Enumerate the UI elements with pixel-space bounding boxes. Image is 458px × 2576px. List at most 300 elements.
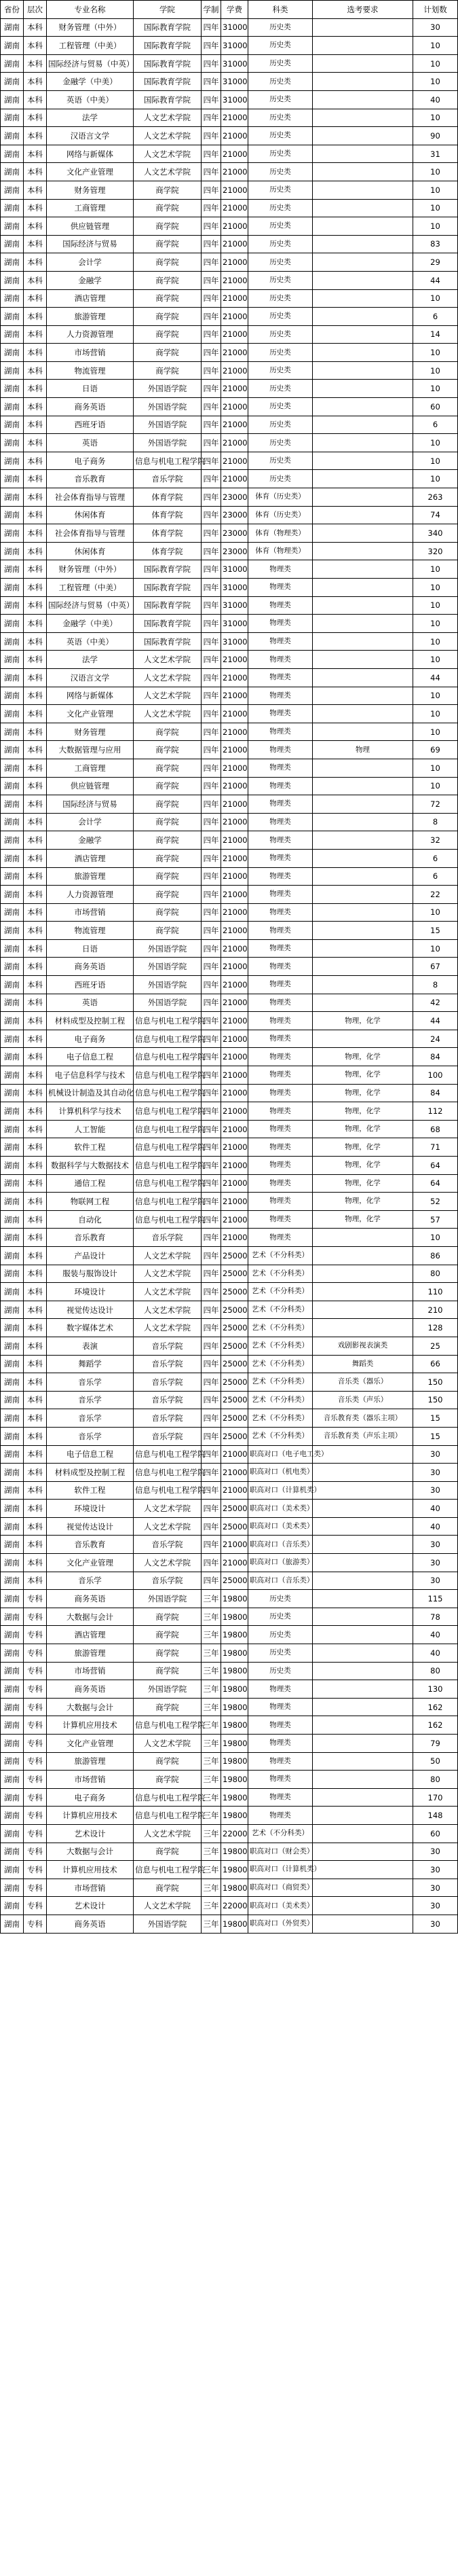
cell-province: 湖南 [1, 1662, 24, 1680]
cell-plan-count: 10 [413, 759, 458, 777]
cell-tuition: 21000 [221, 705, 248, 723]
table-row [1, 163, 458, 181]
cell-plan-count: 112 [413, 1102, 458, 1121]
cell-duration: 三年 [202, 1807, 221, 1825]
cell-college: 体育学院 [134, 488, 202, 507]
cell-subject-requirement [313, 127, 413, 145]
cell-major: 社会体育指导与管理 [47, 488, 134, 507]
cell-plan-count: 30 [413, 1536, 458, 1554]
cell-plan-count: 71 [413, 1138, 458, 1157]
cell-subject-requirement [313, 1752, 413, 1771]
cell-category: 艺术（不分科类） [248, 1283, 313, 1301]
cell-plan-count: 15 [413, 1427, 458, 1445]
cell-subject-requirement [313, 976, 413, 994]
cell-province: 湖南 [1, 1265, 24, 1283]
cell-province: 湖南 [1, 1174, 24, 1193]
cell-plan-count: 10 [413, 687, 458, 705]
cell-province: 湖南 [1, 1337, 24, 1355]
cell-province: 湖南 [1, 1788, 24, 1807]
cell-college: 外国语学院 [134, 434, 202, 452]
cell-plan-count: 40 [413, 1644, 458, 1663]
cell-province: 湖南 [1, 1500, 24, 1518]
cell-college: 信息与机电工程学院 [134, 1138, 202, 1157]
cell-college: 商学院 [134, 886, 202, 904]
cell-tuition: 21000 [221, 976, 248, 994]
cell-level: 本科 [24, 1157, 47, 1175]
table-row [1, 1536, 458, 1554]
cell-level: 本科 [24, 109, 47, 127]
cell-category: 历史类 [248, 344, 313, 362]
cell-college: 人文艺术学院 [134, 1554, 202, 1572]
cell-plan-count: 10 [413, 361, 458, 380]
cell-college: 商学院 [134, 867, 202, 886]
cell-subject-requirement: 物理，化学 [313, 1012, 413, 1030]
cell-major: 音乐学 [47, 1409, 134, 1428]
cell-college: 国际教育学院 [134, 54, 202, 73]
cell-category: 职高对口（计算机类） [248, 1481, 313, 1500]
cell-province: 湖南 [1, 434, 24, 452]
cell-tuition: 19800 [221, 1879, 248, 1897]
cell-subject-requirement [313, 723, 413, 741]
cell-major: 音乐学 [47, 1427, 134, 1445]
cell-duration: 三年 [202, 1879, 221, 1897]
cell-category: 历史类 [248, 470, 313, 488]
cell-category: 物理类 [248, 1788, 313, 1807]
cell-major: 市场营销 [47, 344, 134, 362]
cell-subject-requirement [313, 73, 413, 91]
table-row [1, 54, 458, 73]
cell-province: 湖南 [1, 1157, 24, 1175]
cell-level: 本科 [24, 886, 47, 904]
cell-college: 信息与机电工程学院 [134, 1174, 202, 1193]
cell-subject-requirement [313, 1500, 413, 1518]
cell-college: 商学院 [134, 289, 202, 308]
cell-subject-requirement: 戏剧影视表演类 [313, 1337, 413, 1355]
cell-province: 湖南 [1, 488, 24, 507]
cell-province: 湖南 [1, 903, 24, 922]
cell-duration: 四年 [202, 18, 221, 37]
table-row [1, 452, 458, 470]
cell-college: 商学院 [134, 325, 202, 344]
table-body [1, 18, 458, 1933]
cell-level: 专科 [24, 1590, 47, 1608]
cell-major: 电子信息工程 [47, 1048, 134, 1066]
cell-tuition: 21000 [221, 1084, 248, 1102]
cell-subject-requirement [313, 109, 413, 127]
cell-plan-count: 10 [413, 560, 458, 579]
cell-category: 职高对口（音乐类） [248, 1536, 313, 1554]
cell-duration: 四年 [202, 1500, 221, 1518]
cell-level: 本科 [24, 308, 47, 326]
cell-major: 视觉传达设计 [47, 1301, 134, 1319]
cell-tuition: 21000 [221, 361, 248, 380]
cell-category: 职高对口（音乐类） [248, 1572, 313, 1590]
cell-major: 电子商务 [47, 452, 134, 470]
cell-plan-count: 10 [413, 434, 458, 452]
cell-plan-count: 40 [413, 1500, 458, 1518]
cell-subject-requirement [313, 18, 413, 37]
cell-level: 本科 [24, 723, 47, 741]
table-row [1, 1138, 458, 1157]
cell-category: 物理类 [248, 813, 313, 831]
cell-major: 市场营销 [47, 1771, 134, 1789]
cell-level: 本科 [24, 325, 47, 344]
table-row [1, 361, 458, 380]
cell-level: 本科 [24, 922, 47, 940]
cell-major: 大数据与会计 [47, 1698, 134, 1716]
cell-college: 商学院 [134, 795, 202, 814]
cell-major: 大数据与会计 [47, 1843, 134, 1861]
cell-major: 休闲体育 [47, 542, 134, 560]
cell-plan-count: 30 [413, 18, 458, 37]
cell-major: 工商管理 [47, 759, 134, 777]
cell-category: 历史类 [248, 127, 313, 145]
cell-subject-requirement: 物理，化学 [313, 1102, 413, 1121]
cell-college: 信息与机电工程学院 [134, 1030, 202, 1048]
cell-subject-requirement [313, 1680, 413, 1699]
cell-tuition: 21000 [221, 939, 248, 958]
cell-category: 物理类 [248, 1807, 313, 1825]
cell-tuition: 19800 [221, 1861, 248, 1879]
cell-level: 本科 [24, 1138, 47, 1157]
cell-subject-requirement [313, 542, 413, 560]
cell-plan-count: 80 [413, 1662, 458, 1680]
cell-tuition: 21000 [221, 1138, 248, 1157]
cell-level: 本科 [24, 1337, 47, 1355]
cell-level: 本科 [24, 1500, 47, 1518]
cell-province: 湖南 [1, 1319, 24, 1337]
cell-college: 商学院 [134, 831, 202, 850]
cell-province: 湖南 [1, 831, 24, 850]
table-row [1, 1517, 458, 1536]
cell-plan-count: 150 [413, 1391, 458, 1409]
cell-duration: 四年 [202, 1301, 221, 1319]
cell-province: 湖南 [1, 308, 24, 326]
cell-category: 历史类 [248, 452, 313, 470]
cell-tuition: 21000 [221, 452, 248, 470]
cell-level: 本科 [24, 542, 47, 560]
cell-duration: 三年 [202, 1771, 221, 1789]
cell-province: 湖南 [1, 1626, 24, 1644]
cell-duration: 四年 [202, 813, 221, 831]
cell-subject-requirement [313, 687, 413, 705]
cell-subject-requirement [313, 434, 413, 452]
cell-duration: 四年 [202, 434, 221, 452]
cell-level: 本科 [24, 741, 47, 759]
cell-province: 湖南 [1, 524, 24, 543]
cell-duration: 四年 [202, 1066, 221, 1085]
cell-plan-count: 10 [413, 199, 458, 217]
cell-tuition: 21000 [221, 109, 248, 127]
cell-college: 信息与机电工程学院 [134, 1481, 202, 1500]
cell-plan-count: 83 [413, 235, 458, 253]
cell-major: 日语 [47, 939, 134, 958]
cell-college: 外国语学院 [134, 1915, 202, 1933]
cell-college: 外国语学院 [134, 1590, 202, 1608]
cell-tuition: 21000 [221, 1193, 248, 1211]
cell-tuition: 21000 [221, 416, 248, 434]
cell-duration: 三年 [202, 1644, 221, 1663]
cell-plan-count: 60 [413, 1824, 458, 1843]
cell-college: 信息与机电工程学院 [134, 452, 202, 470]
cell-major: 英语 [47, 994, 134, 1012]
cell-plan-count: 10 [413, 723, 458, 741]
cell-level: 本科 [24, 668, 47, 687]
cell-subject-requirement [313, 145, 413, 163]
cell-category: 艺术（不分科类） [248, 1246, 313, 1265]
cell-level: 本科 [24, 1427, 47, 1445]
cell-level: 专科 [24, 1680, 47, 1699]
cell-subject-requirement: 物理，化学 [313, 1048, 413, 1066]
cell-level: 本科 [24, 1536, 47, 1554]
cell-tuition: 21000 [221, 127, 248, 145]
cell-subject-requirement: 物理，化学 [313, 1084, 413, 1102]
cell-college: 商学院 [134, 308, 202, 326]
cell-college: 信息与机电工程学院 [134, 1012, 202, 1030]
cell-subject-requirement: 音乐类（器乐） [313, 1373, 413, 1392]
cell-province: 湖南 [1, 506, 24, 524]
cell-plan-count: 29 [413, 253, 458, 272]
cell-plan-count: 6 [413, 867, 458, 886]
cell-duration: 四年 [202, 1517, 221, 1536]
cell-college: 信息与机电工程学院 [134, 1716, 202, 1735]
cell-category: 历史类 [248, 380, 313, 398]
cell-plan-count: 210 [413, 1301, 458, 1319]
header-province: 省份 [1, 1, 24, 19]
header-college: 学院 [134, 1, 202, 19]
cell-subject-requirement [313, 1626, 413, 1644]
cell-college: 人文艺术学院 [134, 127, 202, 145]
cell-province: 湖南 [1, 615, 24, 633]
table-row [1, 1246, 458, 1265]
cell-major: 通信工程 [47, 1174, 134, 1193]
cell-major: 表演 [47, 1337, 134, 1355]
cell-category: 艺术（不分科类） [248, 1409, 313, 1428]
cell-level: 本科 [24, 398, 47, 416]
cell-tuition: 21000 [221, 1012, 248, 1030]
table-row [1, 1861, 458, 1879]
table-row [1, 1229, 458, 1247]
cell-duration: 四年 [202, 668, 221, 687]
cell-plan-count: 79 [413, 1735, 458, 1753]
table-row [1, 1572, 458, 1590]
cell-category: 职高对口（美术类） [248, 1897, 313, 1915]
cell-tuition: 25000 [221, 1391, 248, 1409]
cell-subject-requirement [313, 1030, 413, 1048]
cell-category: 历史类 [248, 1644, 313, 1663]
cell-level: 本科 [24, 344, 47, 362]
cell-subject-requirement [313, 1843, 413, 1861]
cell-college: 人文艺术学院 [134, 1265, 202, 1283]
cell-major: 英语（中美） [47, 632, 134, 651]
cell-duration: 四年 [202, 560, 221, 579]
cell-plan-count: 10 [413, 37, 458, 55]
table-row [1, 37, 458, 55]
cell-category: 物理类 [248, 922, 313, 940]
cell-province: 湖南 [1, 253, 24, 272]
cell-tuition: 31000 [221, 54, 248, 73]
cell-duration: 四年 [202, 1481, 221, 1500]
cell-province: 湖南 [1, 976, 24, 994]
cell-duration: 四年 [202, 90, 221, 109]
cell-tuition: 19800 [221, 1915, 248, 1933]
cell-level: 本科 [24, 235, 47, 253]
cell-major: 音乐教育 [47, 470, 134, 488]
cell-plan-count: 50 [413, 1752, 458, 1771]
cell-province: 湖南 [1, 1120, 24, 1138]
cell-tuition: 21000 [221, 1066, 248, 1085]
cell-subject-requirement [313, 199, 413, 217]
table-row [1, 1084, 458, 1102]
cell-subject-requirement [313, 939, 413, 958]
cell-major: 人工智能 [47, 1120, 134, 1138]
cell-college: 商学院 [134, 344, 202, 362]
cell-category: 历史类 [248, 253, 313, 272]
cell-duration: 四年 [202, 1157, 221, 1175]
cell-category: 物理类 [248, 994, 313, 1012]
cell-tuition: 19800 [221, 1843, 248, 1861]
cell-college: 国际教育学院 [134, 37, 202, 55]
cell-province: 湖南 [1, 1716, 24, 1735]
cell-category: 物理类 [248, 795, 313, 814]
cell-category: 物理类 [248, 1210, 313, 1229]
cell-subject-requirement [313, 1879, 413, 1897]
cell-plan-count: 14 [413, 325, 458, 344]
cell-level: 专科 [24, 1735, 47, 1753]
cell-college: 人文艺术学院 [134, 1517, 202, 1536]
cell-major: 旅游管理 [47, 867, 134, 886]
table-row [1, 90, 458, 109]
table-row [1, 1735, 458, 1753]
cell-duration: 四年 [202, 380, 221, 398]
cell-major: 网络与新媒体 [47, 687, 134, 705]
cell-level: 本科 [24, 361, 47, 380]
cell-duration: 四年 [202, 54, 221, 73]
cell-category: 物理类 [248, 1735, 313, 1753]
cell-province: 湖南 [1, 398, 24, 416]
cell-subject-requirement [313, 886, 413, 904]
cell-province: 湖南 [1, 579, 24, 597]
cell-level: 本科 [24, 1084, 47, 1102]
cell-level: 本科 [24, 1012, 47, 1030]
cell-plan-count: 130 [413, 1680, 458, 1699]
table-row [1, 1048, 458, 1066]
table-row [1, 470, 458, 488]
cell-college: 商学院 [134, 181, 202, 199]
cell-province: 湖南 [1, 1301, 24, 1319]
cell-subject-requirement [313, 903, 413, 922]
cell-plan-count: 10 [413, 217, 458, 236]
cell-major: 日语 [47, 380, 134, 398]
cell-duration: 四年 [202, 217, 221, 236]
cell-major: 金融学 [47, 831, 134, 850]
cell-duration: 三年 [202, 1861, 221, 1879]
cell-tuition: 21000 [221, 1464, 248, 1482]
cell-tuition: 25000 [221, 1301, 248, 1319]
cell-duration: 四年 [202, 831, 221, 850]
cell-major: 电子信息科学与技术 [47, 1066, 134, 1085]
cell-subject-requirement: 物理，化学 [313, 1120, 413, 1138]
cell-tuition: 25000 [221, 1337, 248, 1355]
cell-province: 湖南 [1, 1843, 24, 1861]
cell-province: 湖南 [1, 795, 24, 814]
cell-category: 物理类 [248, 632, 313, 651]
cell-college: 体育学院 [134, 542, 202, 560]
cell-college: 信息与机电工程学院 [134, 1464, 202, 1482]
cell-subject-requirement [313, 579, 413, 597]
cell-plan-count: 10 [413, 939, 458, 958]
table-row [1, 1355, 458, 1373]
cell-province: 湖南 [1, 217, 24, 236]
cell-category: 历史类 [248, 235, 313, 253]
cell-plan-count: 30 [413, 1445, 458, 1464]
cell-major: 网络与新媒体 [47, 145, 134, 163]
cell-duration: 四年 [202, 1572, 221, 1590]
cell-subject-requirement [313, 54, 413, 73]
cell-category: 艺术（不分科类） [248, 1301, 313, 1319]
cell-plan-count: 44 [413, 1012, 458, 1030]
cell-tuition: 21000 [221, 867, 248, 886]
cell-province: 湖南 [1, 1048, 24, 1066]
cell-province: 湖南 [1, 687, 24, 705]
cell-college: 商学院 [134, 903, 202, 922]
table-row [1, 1012, 458, 1030]
cell-tuition: 21000 [221, 1174, 248, 1193]
table-row [1, 308, 458, 326]
cell-subject-requirement [313, 1554, 413, 1572]
cell-tuition: 21000 [221, 903, 248, 922]
cell-tuition: 25000 [221, 1572, 248, 1590]
cell-category: 职高对口（旅游类） [248, 1554, 313, 1572]
table-row [1, 271, 458, 289]
cell-subject-requirement: 音乐类（声乐） [313, 1391, 413, 1409]
table-row [1, 741, 458, 759]
cell-plan-count: 128 [413, 1319, 458, 1337]
cell-level: 本科 [24, 939, 47, 958]
cell-major: 财务管理 [47, 181, 134, 199]
cell-tuition: 21000 [221, 886, 248, 904]
cell-level: 专科 [24, 1915, 47, 1933]
cell-major: 物流管理 [47, 922, 134, 940]
cell-tuition: 21000 [221, 668, 248, 687]
table-row [1, 217, 458, 236]
cell-tuition: 21000 [221, 1554, 248, 1572]
cell-subject-requirement [313, 1771, 413, 1789]
cell-duration: 四年 [202, 398, 221, 416]
table-row [1, 1193, 458, 1211]
cell-province: 湖南 [1, 90, 24, 109]
cell-major: 金融学 [47, 271, 134, 289]
cell-college: 音乐学院 [134, 1572, 202, 1590]
cell-major: 人力资源管理 [47, 325, 134, 344]
cell-college: 信息与机电工程学院 [134, 1048, 202, 1066]
cell-category: 历史类 [248, 37, 313, 55]
cell-tuition: 21000 [221, 181, 248, 199]
table-row [1, 488, 458, 507]
table-row [1, 813, 458, 831]
cell-category: 职高对口（外贸类） [248, 1915, 313, 1933]
cell-duration: 四年 [202, 958, 221, 976]
table-row [1, 994, 458, 1012]
cell-plan-count: 40 [413, 90, 458, 109]
cell-plan-count: 15 [413, 922, 458, 940]
cell-province: 湖南 [1, 1481, 24, 1500]
header-subject-requirement: 选考要求 [313, 1, 413, 19]
cell-plan-count: 10 [413, 651, 458, 669]
cell-tuition: 19800 [221, 1716, 248, 1735]
cell-category: 物理类 [248, 1716, 313, 1735]
cell-province: 湖南 [1, 470, 24, 488]
